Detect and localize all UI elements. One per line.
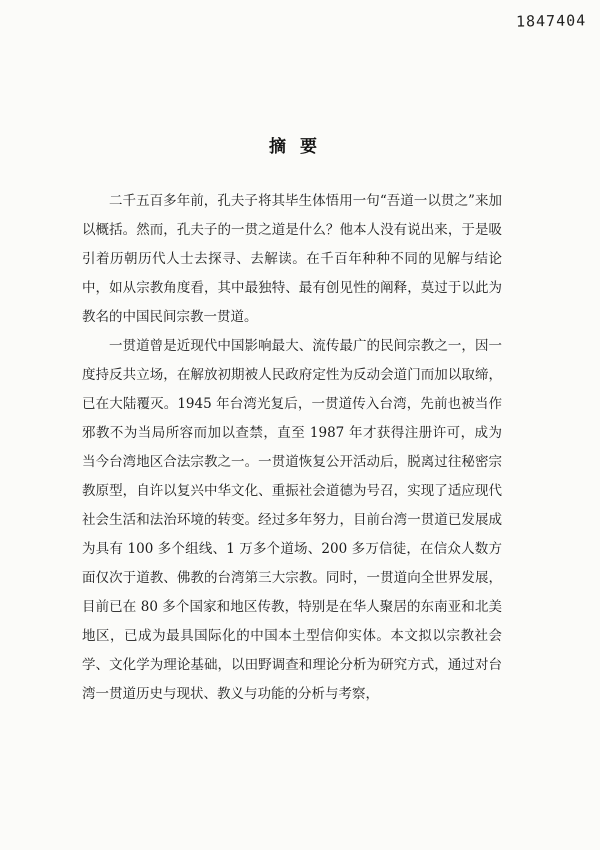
- abstract-body: [82, 187, 502, 709]
- document-number: 1847404: [515, 11, 587, 31]
- page-title: 摘要: [269, 137, 331, 157]
- paragraph: 一贯道曾是近现代中国影响最大、流传最广的民间宗教之一，因一度持反共立场，在解放初期被人民政府定性为反动会道门而加以取缔，已在大陆覆灭。1945 年台湾光复后，一贯道传入台湾，先前也被当作邪教不为当局所容而加以查禁，直至 1987 年才获得注册许可，成为当今台湾地区合法宗教之一。一贯道恢复公开活动后，脱离过往秘密宗教原型，自许以复兴中华文化、重振社会道德为号召，实现了适应现代社会生活和法治环境的转变。经过多年努力，目前台湾一贯道已发展成为具有 100 多个组线、1 万多个道场、200 多万信徒，在信众人数方面仅次于道教、佛教的台湾第三大宗教。同时，一贯道向全世界发展，目前已在 80 多个国家和地区传教，特别是在华人聚居的东南亚和北美地区，已成为最具国际化的中国本土型信仰实体。本文拟以宗教社会学、文化学为理论基础，以田野调查和理论分析为研究方式，通过对台湾一贯道历史与现状、教义与功能的分析与考察，: [82, 338, 502, 702]
- paragraph: 二千五百多年前，孔夫子将其毕生体悟用一句“吾道一以贯之”来加以概括。然而，孔夫子的一贯之道是什么？他本人没有说出来，于是吸引着历朝历代人士去探寻、去解读。在千百年种种不同的见解与结论中，如从宗教角度看，其中最独特、最有创见性的阐释，莫过于以此为教名的中国民间宗教一贯道。: [82, 193, 502, 325]
